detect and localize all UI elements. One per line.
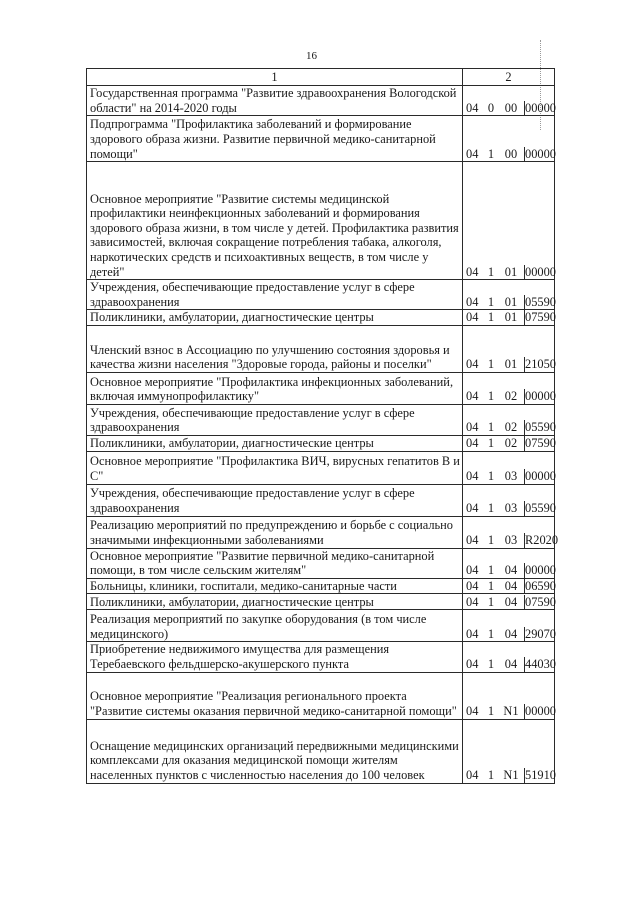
row-name: Учреждения, обеспечивающие предоставление услуг в сфере здравоохранения [87,404,463,435]
code-part-direction: 00000 [525,703,556,718]
code-part-direction: 44030 [525,656,556,671]
table-row [87,642,555,672]
code-part-event: 04 [504,594,518,609]
table-row [87,325,555,372]
table-row [87,548,555,578]
code-part-program: 04 [466,146,479,161]
row-name: Основное мероприятие "Развитие первичной медико-санитарной помощи, в том числе сельским жителям" [87,548,463,578]
row-code-parts [463,436,525,451]
table-row [87,372,555,404]
code-part-direction: 00000 [525,468,556,483]
row-code-cell [463,672,555,719]
code-part-event: 03 [504,500,518,515]
row-name: Подпрограмма "Профилактика заболеваний и формирование здорового образа жизни. Развитие первичной медико-санитарной помощи" [87,116,463,162]
code-part-direction: 05590 [525,500,556,515]
code-part-direction: R2020 [525,532,559,547]
row-code-parts [463,704,525,719]
code-part-program: 04 [466,264,479,279]
row-code-cell [463,86,555,116]
code-part-program: 04 [466,594,479,609]
code-part-event: 01 [504,294,518,309]
code-part-subprogram: 1 [487,468,495,483]
table-row [87,719,555,783]
header-col-1: 1 [87,69,463,86]
header-col-2: 2 [463,69,555,86]
code-part-direction: 00000 [525,563,556,578]
code-part-subprogram: 1 [487,532,495,547]
code-part-event: 04 [504,578,518,593]
table-row [87,672,555,719]
code-part-direction: 05590 [525,294,556,309]
row-name: Членский взнос в Ассоциацию по улучшению состояния здоровья и качества жизни населения "Здоровые города, районы и поселки" [87,325,463,372]
code-part-program: 04 [466,626,479,641]
table-row [87,484,555,516]
row-code-cell [463,719,555,783]
code-part-direction: 07590 [525,310,556,325]
row-code-parts [463,147,525,162]
row-code-parts [463,310,525,325]
row-code-parts [463,389,525,404]
code-part-direction: 51910 [525,767,556,782]
code-part-program: 04 [466,563,479,578]
row-name: Основное мероприятие "Развитие системы медицинской профилактики неинфекционных заболеваний и формирования здорового образа жизни, в том числе у детей. Профилактика развития зависимостей, включая сокращение потребления табака, алкоголя, наркотических средств и психоактивных веществ, в том числе у детей" [87,162,463,280]
code-part-program: 04 [466,578,479,593]
code-part-direction: 29070 [525,626,556,641]
row-code-parts [463,563,525,578]
row-name: Учреждения, обеспечивающие предоставление услуг в сфере здравоохранения [87,280,463,310]
row-name: Основное мероприятие "Реализация регионального проекта "Развитие системы оказания первичной медико-санитарной помощи" [87,672,463,719]
code-part-event: 02 [504,420,518,435]
row-code-cell [463,642,555,672]
row-code-parts [463,357,525,372]
code-part-subprogram: 0 [487,100,495,115]
code-part-subprogram: 1 [487,767,495,782]
code-part-direction: 00000 [525,146,556,161]
row-code-cell [463,451,555,484]
row-name: Основное мероприятие "Профилактика ВИЧ, вирусных гепатитов В и С" [87,451,463,484]
table-row [87,451,555,484]
row-code-parts [463,501,525,516]
code-part-subprogram: 1 [487,656,495,671]
row-code-parts [463,768,525,783]
code-part-subprogram: 1 [487,435,495,450]
code-part-program: 04 [466,500,479,515]
row-name: Реализацию мероприятий по предупреждению и борьбе с социально значимыми инфекционными заболеваниями [87,516,463,548]
row-name: Оснащение медицинских организаций передвижными медицинскими комплексами для оказания медицинской помощи жителям населенных пунктов с численностью населения до 100 человек [87,719,463,783]
code-part-subprogram: 1 [487,594,495,609]
code-part-subprogram: 1 [487,420,495,435]
row-name: Учреждения, обеспечивающие предоставление услуг в сфере здравоохранения [87,484,463,516]
code-part-event: N1 [503,767,519,782]
code-part-event: 03 [504,468,518,483]
code-part-event: N1 [503,703,519,718]
row-code-cell [463,548,555,578]
code-part-event: 04 [504,563,518,578]
code-part-subprogram: 1 [487,389,495,404]
code-part-subprogram: 1 [487,264,495,279]
row-code-cell [463,162,555,280]
code-part-direction: 00000 [525,100,556,115]
page-number: 16 [306,50,317,62]
row-name: Поликлиники, амбулатории, диагностические центры [87,594,463,610]
code-part-program: 04 [466,532,479,547]
row-name: Поликлиники, амбулатории, диагностические центры [87,310,463,326]
row-code-cell [463,435,555,451]
code-part-event: 00 [504,100,518,115]
row-code-cell [463,578,555,594]
row-code-parts [463,579,525,594]
table-row [87,116,555,162]
table-row [87,435,555,451]
row-name: Больницы, клиники, госпитали, медико-санитарные части [87,578,463,594]
table-row [87,610,555,642]
row-code-cell [463,372,555,404]
table-row [87,594,555,610]
row-code-parts [463,469,525,484]
row-code-parts [463,265,525,280]
code-part-subprogram: 1 [487,578,495,593]
row-code-cell [463,516,559,548]
code-part-direction: 00000 [525,389,556,404]
table-row [87,404,555,435]
code-part-direction: 06590 [525,578,556,593]
code-part-direction: 00000 [525,264,556,279]
code-part-subprogram: 1 [487,563,495,578]
code-part-subprogram: 1 [487,626,495,641]
code-part-direction: 05590 [525,420,556,435]
row-code-parts [463,420,525,435]
table-row [87,310,555,326]
table-row [87,280,555,310]
code-part-event: 01 [504,310,518,325]
code-part-event: 01 [504,357,518,372]
code-part-program: 04 [466,703,479,718]
row-code-parts [463,627,525,642]
row-code-parts [463,595,525,610]
row-name: Поликлиники, амбулатории, диагностические центры [87,435,463,451]
code-part-direction: 07590 [525,435,556,450]
code-part-program: 04 [466,420,479,435]
code-part-event: 00 [504,146,518,161]
code-part-program: 04 [466,767,479,782]
row-code-cell [463,280,555,310]
code-part-event: 04 [504,656,518,671]
row-code-parts [463,295,525,310]
table-row [87,162,555,280]
row-name: Государственная программа "Развитие здравоохранения Вологодской области" на 2014-2020 годы [87,86,463,116]
code-part-event: 02 [504,389,518,404]
code-part-subprogram: 1 [487,500,495,515]
row-code-parts [463,101,525,116]
budget-classification-table [86,68,559,784]
code-part-direction: 07590 [525,594,556,609]
code-part-program: 04 [466,435,479,450]
code-part-event: 01 [504,264,518,279]
row-code-cell [463,325,555,372]
row-name: Реализация мероприятий по закупке оборудования (в том числе медицинского) [87,610,463,642]
row-name: Основное мероприятие "Профилактика инфекционных заболеваний, включая иммунопрофилактику" [87,372,463,404]
code-part-event: 02 [504,435,518,450]
code-part-subprogram: 1 [487,146,495,161]
code-part-program: 04 [466,294,479,309]
code-part-subprogram: 1 [487,310,495,325]
row-code-cell [463,594,555,610]
row-code-cell [463,610,555,642]
code-part-direction: 21050 [525,357,556,372]
code-part-program: 04 [466,656,479,671]
table-row [87,516,555,548]
table-row [87,578,555,594]
code-part-program: 04 [466,389,479,404]
code-part-event: 03 [504,532,518,547]
row-code-cell [463,404,555,435]
row-code-cell [463,116,555,162]
code-part-subprogram: 1 [487,703,495,718]
code-part-program: 04 [466,310,479,325]
row-code-parts [463,657,525,672]
code-part-program: 04 [466,100,479,115]
code-part-program: 04 [466,357,479,372]
row-code-cell [463,484,555,516]
code-part-program: 04 [466,468,479,483]
code-part-subprogram: 1 [487,357,495,372]
code-part-subprogram: 1 [487,294,495,309]
code-part-event: 04 [504,626,518,641]
table-row [87,86,555,116]
table-header-row [87,69,555,86]
row-name: Приобретение недвижимого имущества для размещения Теребаевского фельдшерско-акушерского пункта [87,642,463,672]
row-code-parts [463,533,525,548]
row-code-cell [463,310,555,326]
